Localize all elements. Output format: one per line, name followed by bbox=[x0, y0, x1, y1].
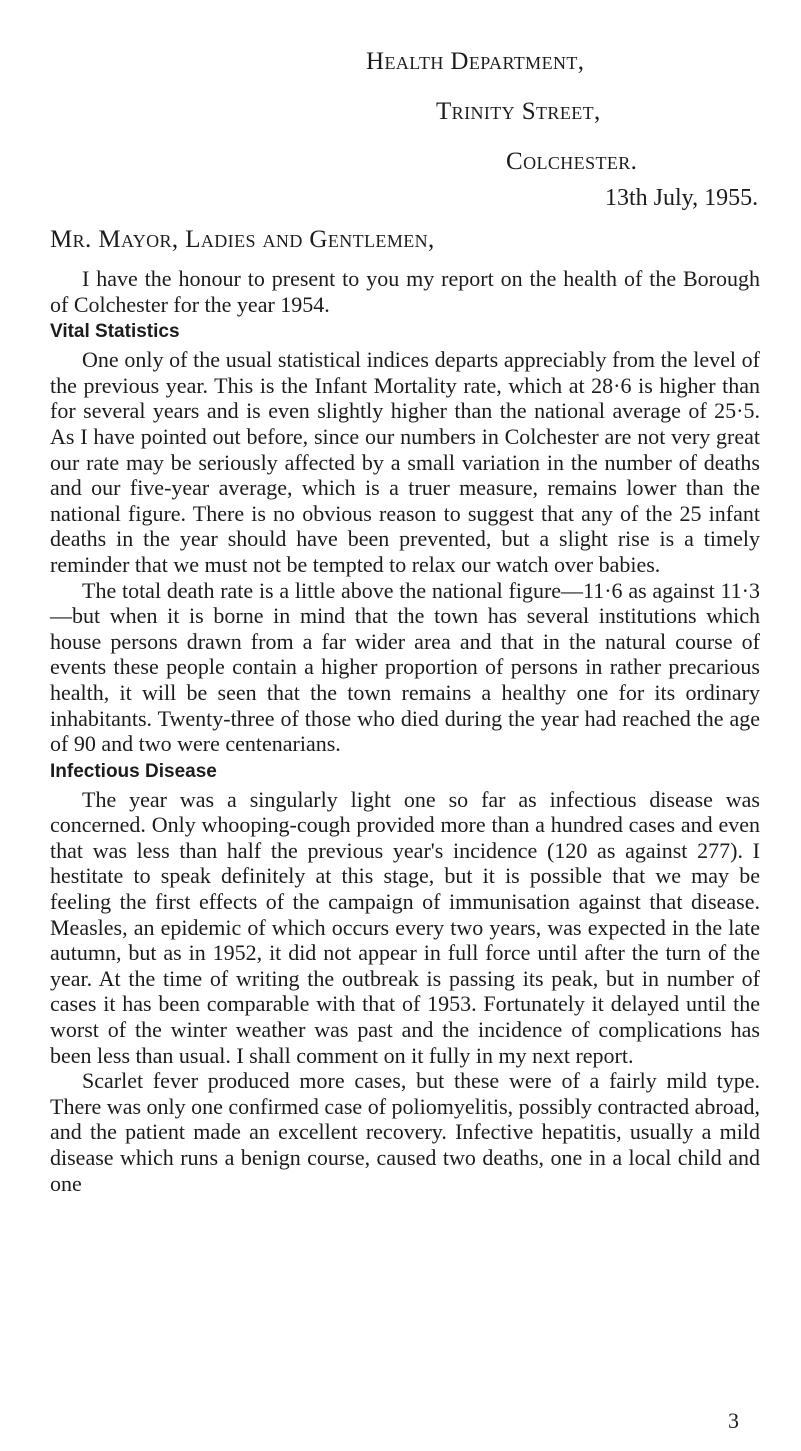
letterhead-address bbox=[0, 0, 801, 220]
page-number: 3 bbox=[728, 1408, 739, 1433]
letter-date: 13th July, 1955. bbox=[605, 185, 759, 211]
paragraph-death-rate: The total death rate is a little above the national figure—11·6 as against 11·3—but when it is borne in mind that the town has several institutions which house persons drawn from a far wider area and that in the natural course of events these people contain a higher proportion of persons in rather precarious health, it will be seen that the town remains a healthy one for its ordinary inhabitants. Twenty-three of those who died during the year had reached the age of 90 and two were centenarians. bbox=[50, 577, 760, 757]
address-line-department: Health Department, bbox=[366, 48, 585, 75]
paragraph-scarlet-fever: Scarlet fever produced more cases, but these were of a fairly mild type. There was only one confirmed case of poliomyelitis, possibly contracted abroad, and the patient made an excellent recovery. Infective hepatitis, usually a mild disease which runs a benign course, caused two deaths, one in a local child and one bbox=[50, 1068, 760, 1196]
address-line-street: Trinity Street, bbox=[436, 98, 601, 125]
intro-paragraph: I have the honour to present to you my report on the health of the Borough of Colchester for the year 1954. bbox=[50, 266, 760, 317]
section-heading-infectious-disease: Infectious Disease bbox=[50, 760, 217, 782]
section-heading-vital-statistics: Vital Statistics bbox=[50, 321, 180, 343]
address-line-town: Colchester. bbox=[506, 148, 638, 175]
paragraph-infectious-year: The year was a singularly light one so far as infectious disease was concerned. Only whooping-cough provided more than a hundred cases and even that was less than half the previous year's incidence (120 as against 277). I hestitate to speak definitely at this stage, but it is possible that we may be feeling the first effects of the campaign of immunisation against that disease. Measles, an epidemic of which occurs every two years, was expected in the late autumn, but as in 1952, it did not appear in full force until after the turn of the year. At the time of writing the outbreak is passing its peak, but in number of cases it has been comparable with that of 1953. Fortunately it delayed until the worst of the winter weather was past and the incidence of complications has been less than usual. I shall comment on it fully in my next report. bbox=[50, 786, 760, 1068]
salutation: Mr. Mayor, Ladies and Gentlemen, bbox=[50, 226, 435, 253]
report-body bbox=[50, 266, 760, 1196]
paragraph-infant-mortality: One only of the usual statistical indices departs appreciably from the level of the previous year. This is the Infant Mortality rate, which at 28·6 is higher than for several years and is even slightly higher than the national average of 25·5. As I have pointed out before, since our numbers in Colchester are not very great our rate may be seriously affected by a small variation in the number of deaths and our five-year average, which is a truer measure, remains lower than the national figure. There is no obvious reason to suggest that any of the 25 infant deaths in the year should have been prevented, but a slight rise is a timely reminder that we must not be tempted to relax our watch over babies. bbox=[50, 347, 760, 577]
